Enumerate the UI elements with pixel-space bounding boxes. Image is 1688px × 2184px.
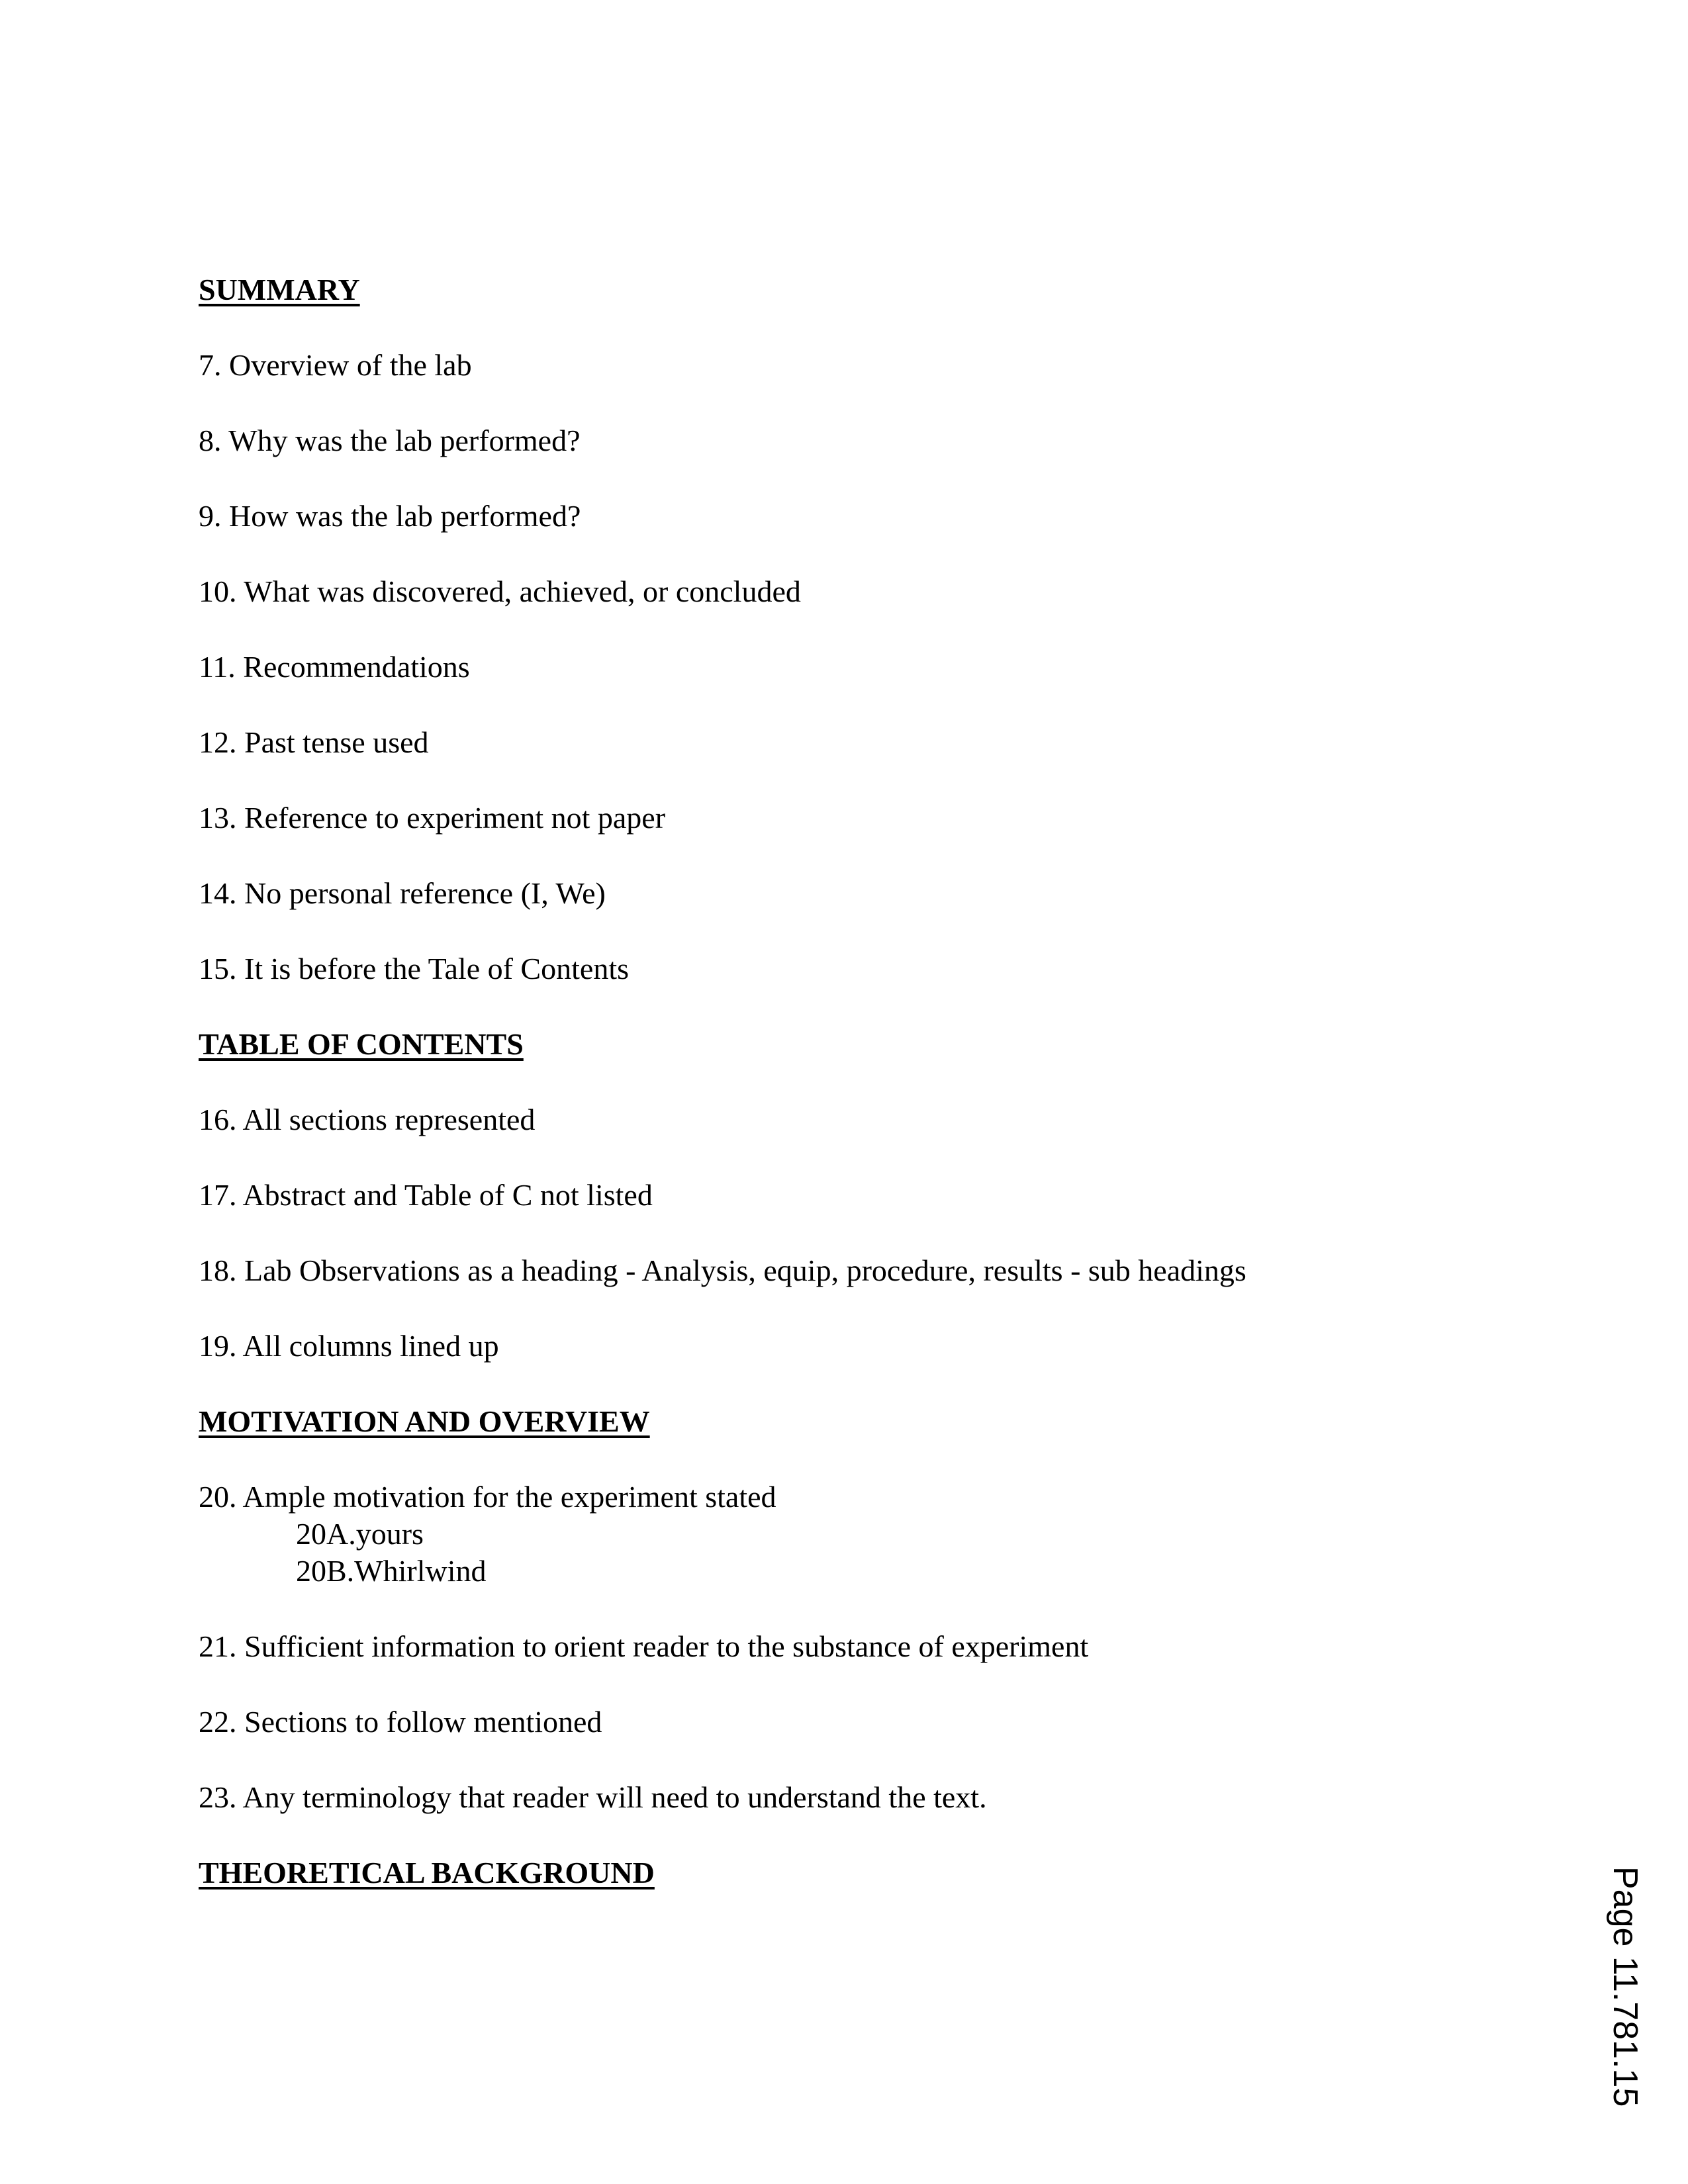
list-item: 10. What was discovered, achieved, or concluded: [199, 574, 801, 608]
list-item: 20. Ample motivation for the experiment stated: [199, 1480, 776, 1514]
list-item: 17. Abstract and Table of C not listed: [199, 1178, 653, 1212]
list-item: 9. How was the lab performed?: [199, 499, 581, 533]
list-item: 11. Recommendations: [199, 650, 470, 684]
page-number: Page 11.781.15: [1606, 1866, 1644, 2107]
list-item: 12. Past tense used: [199, 725, 429, 759]
list-item: 8. Why was the lab performed?: [199, 424, 581, 457]
sub-list-item: 20A.yours: [296, 1517, 424, 1551]
list-item: 23. Any terminology that reader will need to understand the text.: [199, 1780, 987, 1814]
section-heading-summary: SUMMARY: [199, 273, 360, 306]
list-item: 7. Overview of the lab: [199, 348, 472, 382]
list-item: 14. No personal reference (I, We): [199, 876, 606, 910]
list-item: 18. Lab Observations as a heading - Analysis, equip, procedure, results - sub headings: [199, 1253, 1246, 1287]
section-heading-theoretical-background: THEORETICAL BACKGROUND: [199, 1856, 655, 1889]
section-heading-table-of-contents: TABLE OF CONTENTS: [199, 1027, 524, 1061]
list-item: 22. Sections to follow mentioned: [199, 1705, 602, 1739]
list-item: 21. Sufficient information to orient reader to the substance of experiment: [199, 1629, 1089, 1663]
list-item: 19. All columns lined up: [199, 1329, 499, 1363]
list-item: 15. It is before the Tale of Contents: [199, 952, 629, 985]
section-heading-motivation: MOTIVATION AND OVERVIEW: [199, 1404, 650, 1438]
sub-list-item: 20B.Whirlwind: [296, 1554, 487, 1588]
list-item: 16. All sections represented: [199, 1103, 536, 1136]
list-item: 13. Reference to experiment not paper: [199, 801, 666, 835]
